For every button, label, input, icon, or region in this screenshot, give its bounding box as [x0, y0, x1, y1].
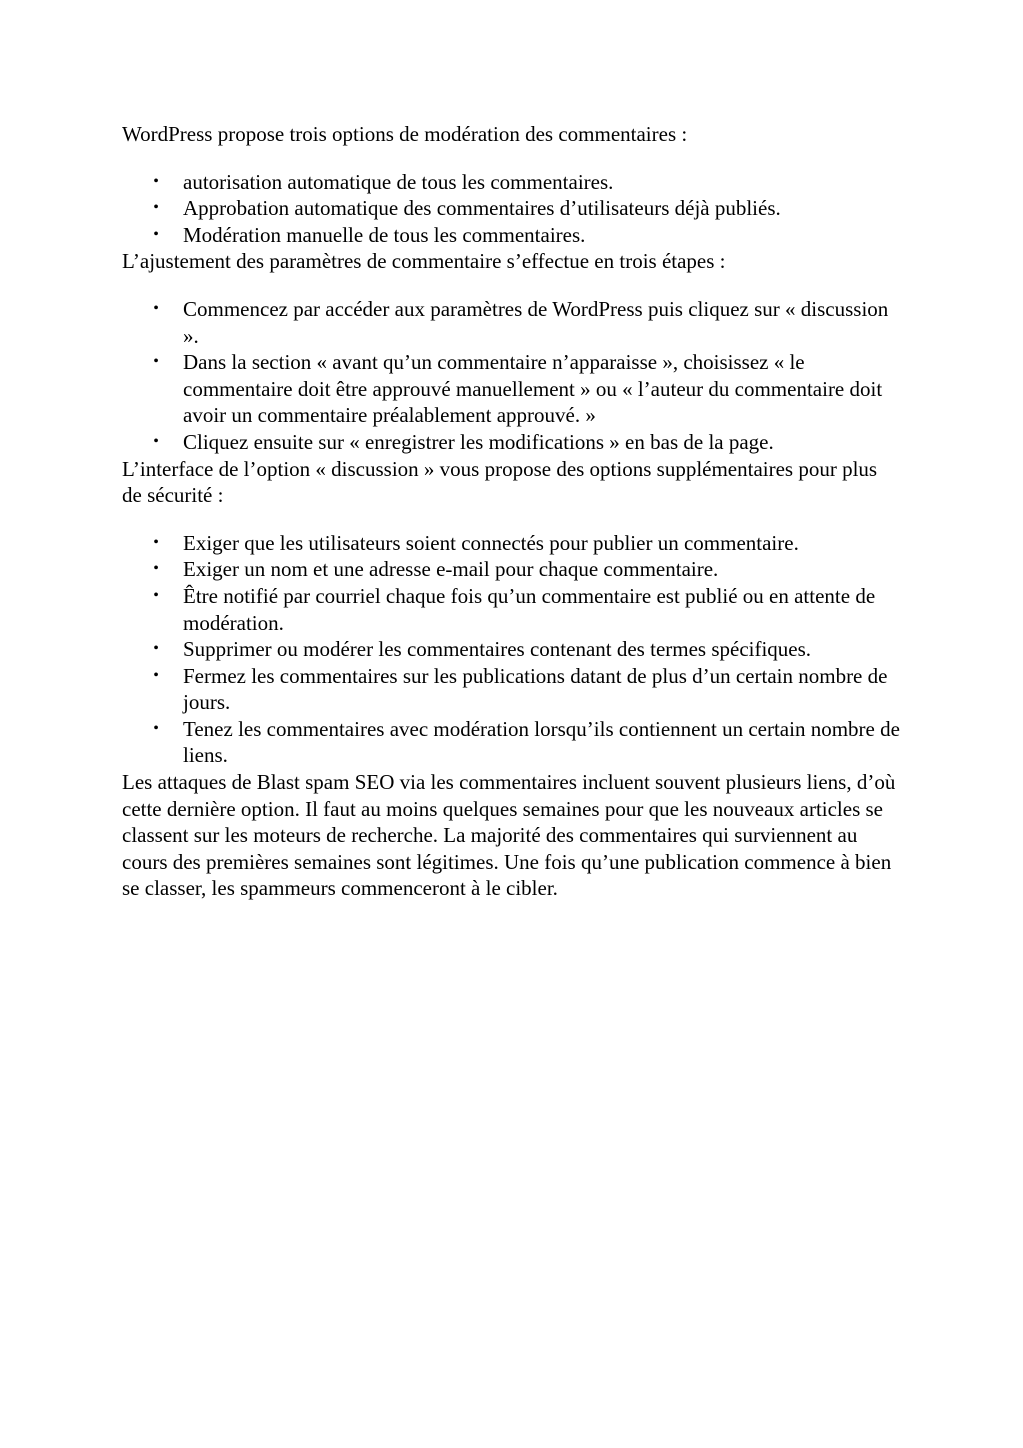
- bullet-icon: •: [153, 560, 159, 578]
- list-item: [122, 169, 902, 196]
- conclusion-paragraph: Les attaques de Blast spam SEO via les commentaires incluent souvent plusieurs liens, d’où cette dernière option. Il faut au moins quelques semaines pour que les nouveaux articles se classent sur les moteurs de recherche. La majorité des commentaires qui surviennent au cours des premières semaines sont légitimes. Une fois qu’une publication commence à bien se classer, les spammeurs commenceront à le cibler.: [122, 770, 896, 901]
- bullet-icon: •: [153, 199, 159, 217]
- bullet-icon: •: [153, 586, 159, 604]
- list-item: [122, 296, 902, 349]
- list-item: [122, 556, 902, 583]
- bullet-icon: •: [153, 640, 159, 658]
- list-item-text: Cliquez ensuite sur « enregistrer les modifications » en bas de la page.: [183, 429, 774, 454]
- bullet-icon: •: [153, 299, 159, 317]
- bullet-icon: •: [153, 353, 159, 371]
- list-item-text: Supprimer ou modérer les commentaires contenant des termes spécifiques.: [183, 637, 812, 662]
- list-item-text: Être notifié par courriel chaque fois qu’un commentaire est publié ou en attente de modération.: [183, 583, 876, 635]
- list-item-text: Tenez les commentaires avec modération lorsqu’ils contiennent un certain nombre de liens.: [183, 716, 900, 768]
- list-item: [122, 429, 902, 456]
- list-item-text: Dans la section « avant qu’un commentaire n’apparaisse », choisissez « le commentaire doit être approuvé manuellement » ou « l’auteur du commentaire doit avoir un commentaire préalablement approuvé. »: [183, 350, 883, 428]
- list-item-text: Approbation automatique des commentaires d’utilisateurs déjà publiés.: [183, 196, 781, 221]
- list-item: [122, 349, 902, 429]
- list-item-text: Exiger que les utilisateurs soient connectés pour publier un commentaire.: [183, 530, 799, 555]
- list-item: [122, 663, 902, 716]
- list-item: [122, 195, 902, 222]
- list-item: [122, 583, 902, 636]
- bullet-icon: •: [153, 225, 159, 243]
- steps-list: [122, 296, 902, 456]
- bullet-icon: •: [153, 172, 159, 190]
- steps-intro-paragraph: L’ajustement des paramètres de commentaire s’effectue en trois étapes :: [122, 249, 726, 274]
- list-item: [122, 716, 902, 769]
- list-item-text: Fermez les commentaires sur les publications datant de plus d’un certain nombre de jours.: [183, 663, 888, 715]
- list-item: [122, 636, 902, 663]
- list-item-text: Exiger un nom et une adresse e-mail pour chaque commentaire.: [183, 557, 719, 582]
- moderation-options-list: [122, 169, 902, 249]
- document-body: [122, 121, 902, 902]
- list-item-text: Modération manuelle de tous les commentaires.: [183, 222, 586, 247]
- security-intro-paragraph: L’interface de l’option « discussion » vous propose des options supplémentaires pour plus de sécurité :: [122, 456, 878, 508]
- bullet-icon: •: [153, 533, 159, 551]
- list-item: [122, 530, 902, 557]
- list-item-text: autorisation automatique de tous les commentaires.: [183, 169, 614, 194]
- list-item-text: Commencez par accéder aux paramètres de WordPress puis cliquez sur « discussion ».: [183, 296, 889, 348]
- intro-paragraph: WordPress propose trois options de modération des commentaires :: [122, 122, 688, 146]
- list-item: [122, 222, 902, 249]
- bullet-icon: •: [153, 666, 159, 684]
- bullet-icon: •: [153, 432, 159, 450]
- bullet-icon: •: [153, 719, 159, 737]
- security-options-list: [122, 530, 902, 769]
